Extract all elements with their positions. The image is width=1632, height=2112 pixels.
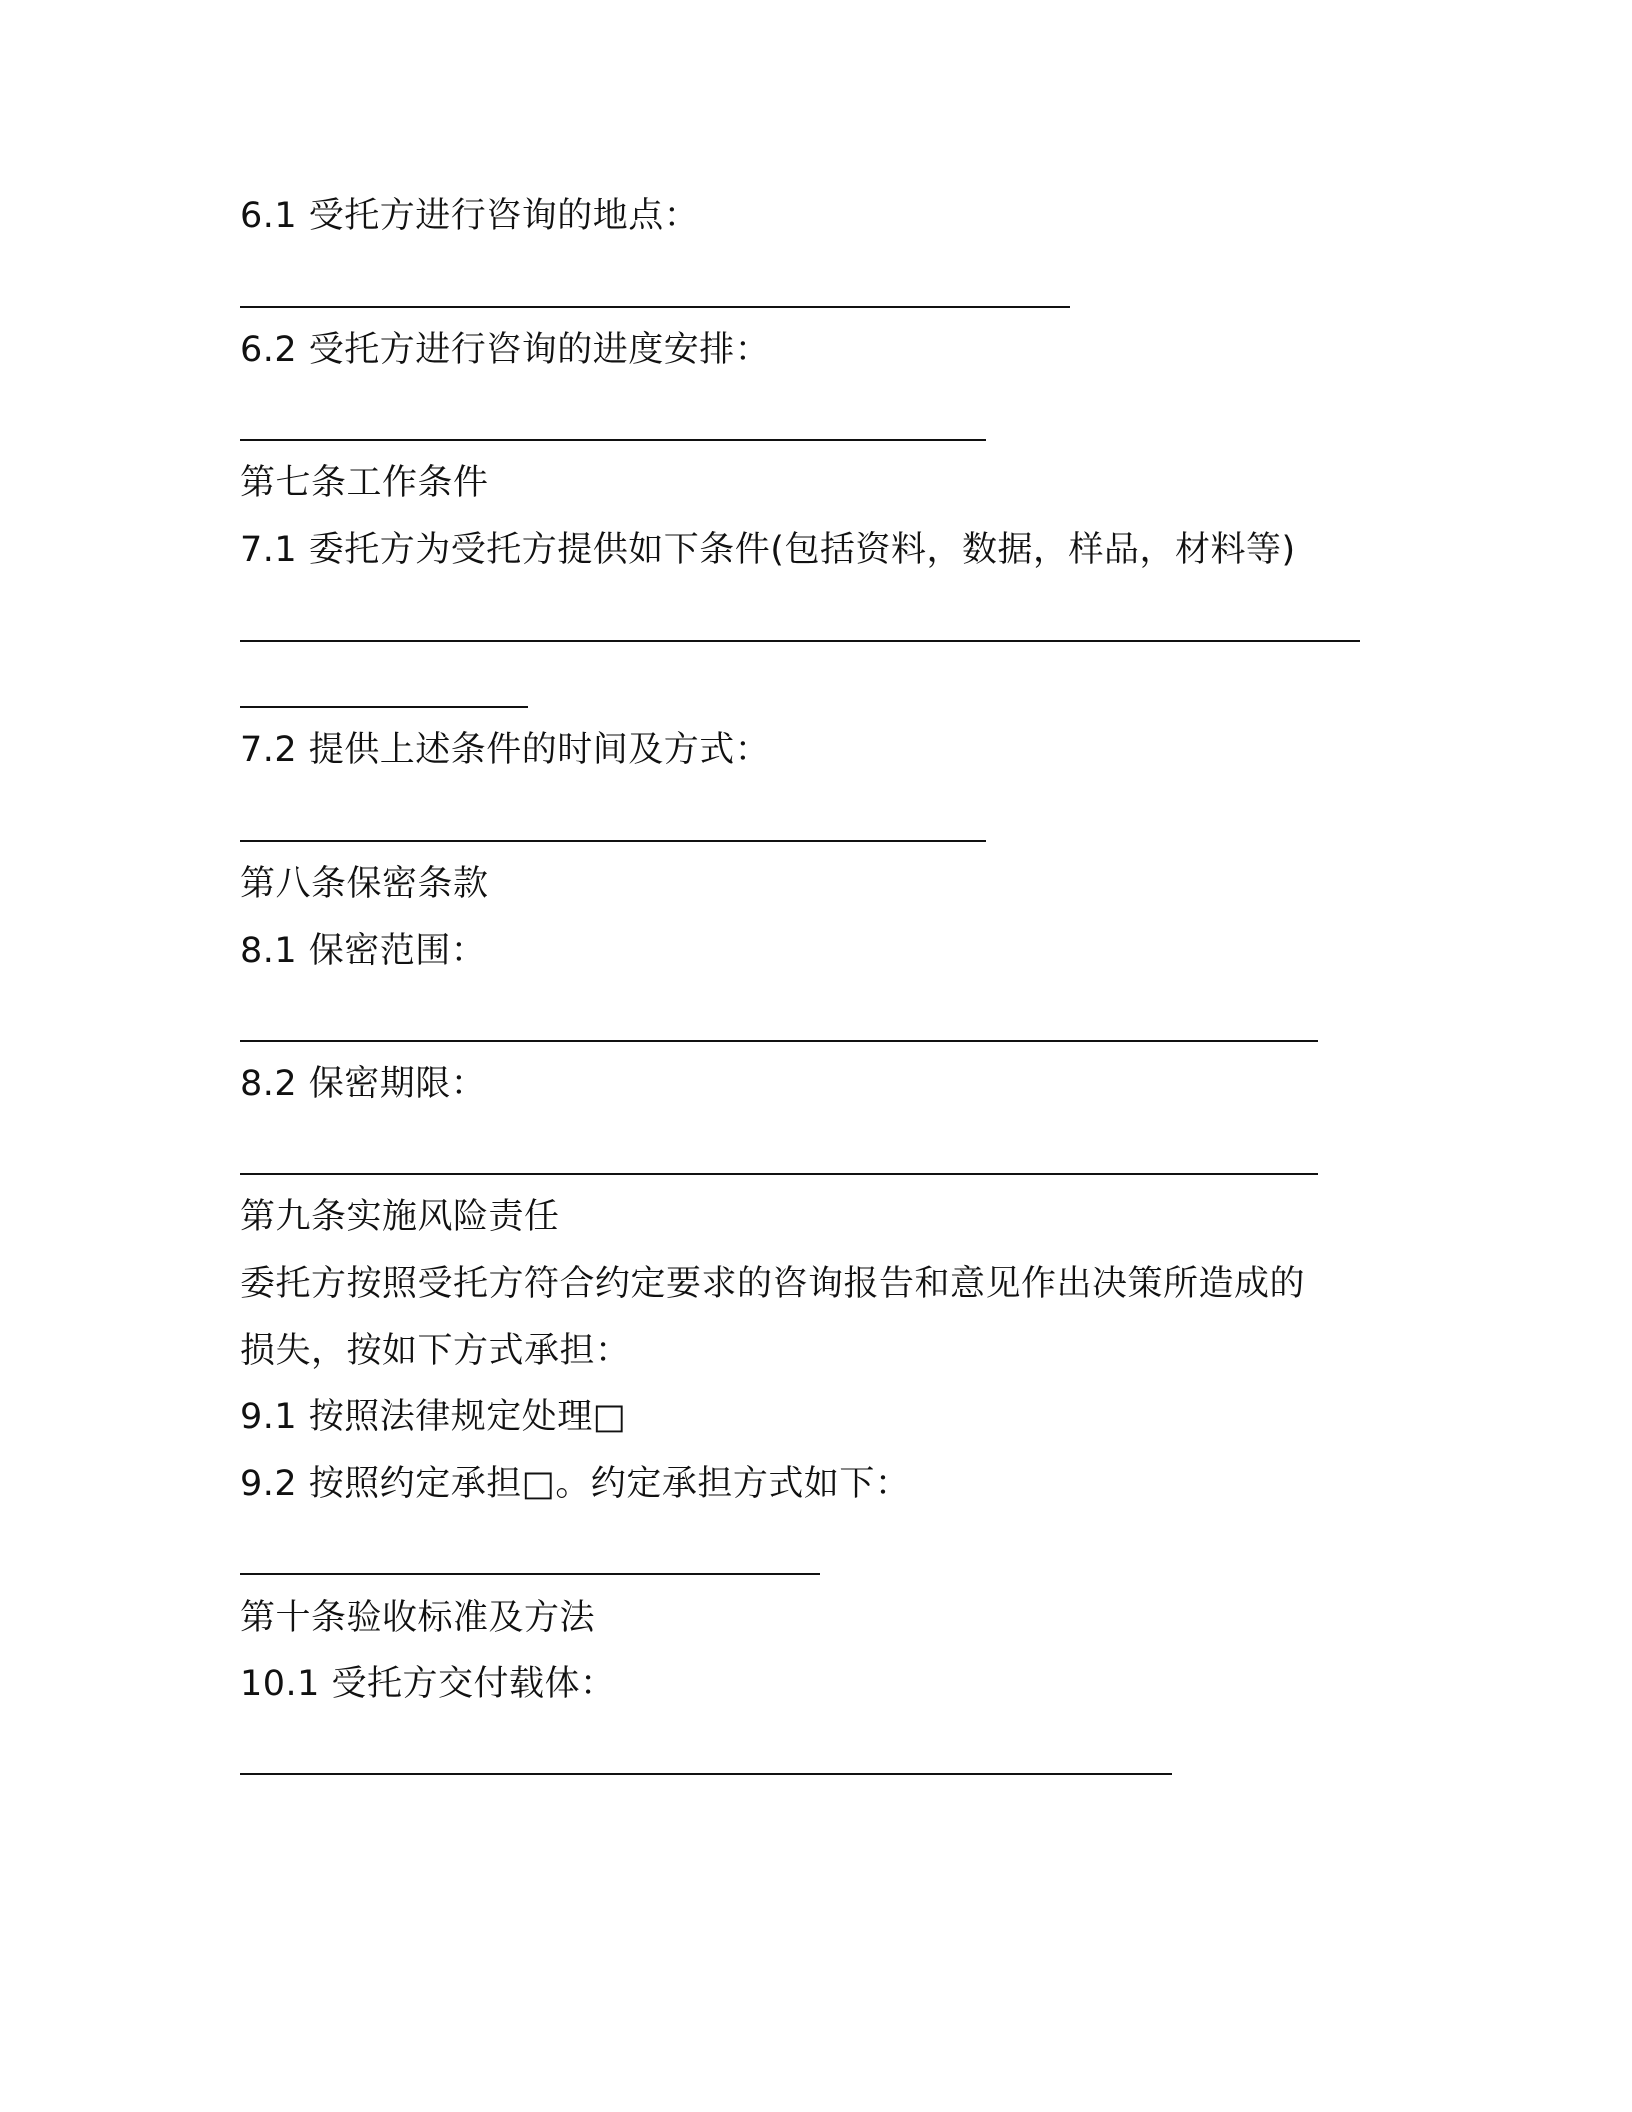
blank-line-9-2 — [240, 1573, 820, 1575]
article-9-body-line-2: 损失，按如下方式承担： — [240, 1331, 631, 1371]
article-9-heading: 第九条实施风险责任 — [240, 1197, 560, 1237]
clause-8-2-term-label: 8.2 保密期限： — [240, 1064, 487, 1104]
clause-9-2-option: 9.2 按照约定承担□。约定承担方式如下： — [240, 1464, 911, 1504]
blank-line-6-2 — [240, 439, 986, 441]
article-7-heading: 第七条工作条件 — [240, 463, 489, 503]
blank-line-7-1-a — [240, 640, 1360, 642]
clause-7-1-conditions-label: 7.1 委托方为受托方提供如下条件(包括资料，数据，样品，材料等) — [240, 530, 1296, 570]
article-10-heading: 第十条验收标准及方法 — [240, 1598, 596, 1638]
article-9-body-line-1: 委托方按照受托方符合约定要求的咨询报告和意见作出决策所造成的 — [240, 1264, 1306, 1304]
clause-10-1-delivery-label: 10.1 受托方交付载体： — [240, 1664, 616, 1704]
blank-line-7-1-b — [240, 706, 528, 708]
clause-6-2-schedule-label: 6.2 受托方进行咨询的进度安排： — [240, 330, 771, 370]
blank-line-6-1 — [240, 306, 1070, 308]
clause-7-2-time-method-label: 7.2 提供上述条件的时间及方式： — [240, 730, 771, 770]
clause-8-1-scope-label: 8.1 保密范围： — [240, 931, 487, 971]
clause-6-1-location-label: 6.1 受托方进行咨询的地点： — [240, 196, 700, 236]
blank-line-10-1 — [240, 1773, 1172, 1775]
blank-line-8-2 — [240, 1173, 1318, 1175]
clause-9-1-option: 9.1 按照法律规定处理□ — [240, 1397, 627, 1437]
blank-line-8-1 — [240, 1040, 1318, 1042]
article-8-heading: 第八条保密条款 — [240, 864, 489, 904]
blank-line-7-2 — [240, 840, 986, 842]
